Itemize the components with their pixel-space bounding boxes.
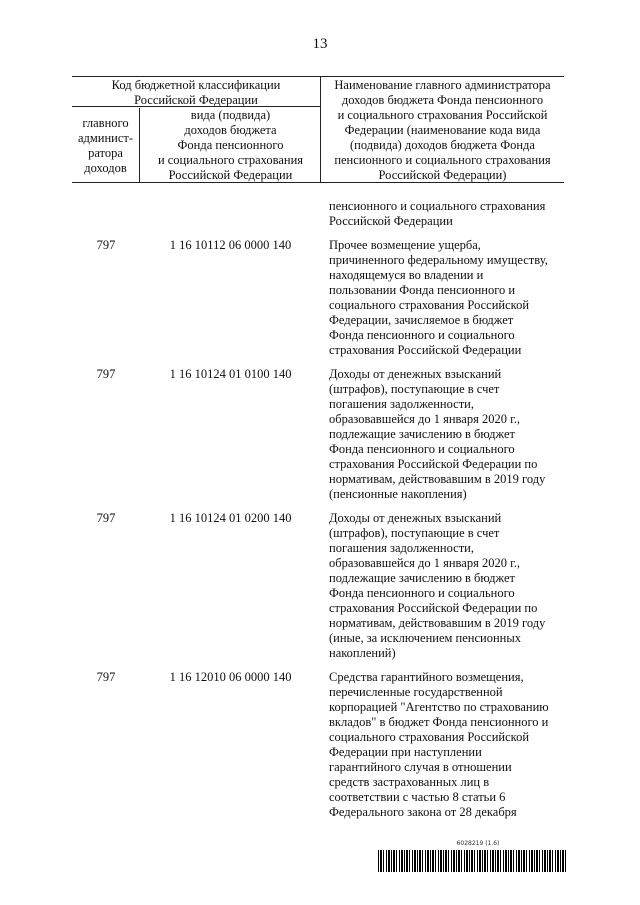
row-budget-code: 1 16 12010 06 0000 140 [169, 670, 292, 684]
header-type-column: вида (подвида) доходов бюджета Фонда пенсионного и социального страхования Российской Федерации [157, 108, 304, 182]
row-admin-code: 797 [96, 238, 116, 252]
table-body [72, 199, 564, 829]
header-code-title: Код бюджетной классификации Российской Федерации [72, 78, 320, 107]
header-name-column: Наименование главного администратора доходов бюджета Фонда пенсионного и социального страхования Российской Федерации (наименование кода вида (подвида) доходов бюджета Фонда пенсионного и социального страхования Российской Федерации) [334, 78, 551, 182]
row-budget-code: 1 16 10112 06 0000 140 [169, 238, 292, 252]
barcode-block [378, 840, 568, 872]
table-row [72, 199, 564, 229]
table-header [72, 76, 564, 183]
row-name: Средства гарантийного возмещения, перечисленные государственной корпорацией "Агентство по страхованию вкладов" в бюджет Фонда пенсионного и социального страхования Российской Федерации при наступлении гарантийного случая в отношении средств застрахованных лиц в соответствии с частью 8 статьи 6 Федерального закона от 28 декабря [329, 670, 549, 819]
row-name: пенсионного и социального страхования Российской Федерации [329, 199, 546, 228]
row-name: Прочее возмещение ущерба, причиненного федеральному имуществу, находящемуся во владении и пользовании Фонда пенсионного и социального страхования Российской Федерации, зачисляемое в бюджет Фонда пенсионного и социального страхования Российской Федерации [329, 238, 548, 357]
header-admin-column: главного админист- ратора доходов [72, 108, 140, 182]
row-budget-code: 1 16 10124 01 0200 140 [169, 511, 292, 525]
table-row [72, 511, 564, 661]
page-number: 13 [312, 36, 328, 52]
table-row [72, 670, 564, 820]
row-admin-code [72, 199, 140, 229]
row-admin-code: 797 [96, 511, 116, 525]
row-admin-code: 797 [96, 670, 116, 684]
row-name: Доходы от денежных взысканий (штрафов), поступающие в счет погашения задолженности, образовавшейся до 1 января 2020 г., подлежащие зачислению в бюджет Фонда пенсионного и социального страхования Российской Федерации по нормативам, действовавшим в 2019 году (пенсионные накопления) [329, 367, 546, 501]
row-name: Доходы от денежных взысканий (штрафов), поступающие в счет погашения задолженности, образовавшейся до 1 января 2020 г., подлежащие зачислению в бюджет Фонда пенсионного и социального страхования Российской Федерации по нормативам, действовавшим в 2019 году (иные, за исключением пенсионных накоплений) [329, 511, 546, 660]
row-admin-code: 797 [96, 367, 116, 381]
row-budget-code: 1 16 10124 01 0100 140 [169, 367, 292, 381]
table-row [72, 238, 564, 358]
barcode-caption: 6028219 (1.6) [456, 840, 500, 847]
header-code-group [72, 77, 321, 182]
barcode-image [378, 850, 568, 872]
table-row [72, 367, 564, 502]
row-budget-code [140, 199, 321, 229]
